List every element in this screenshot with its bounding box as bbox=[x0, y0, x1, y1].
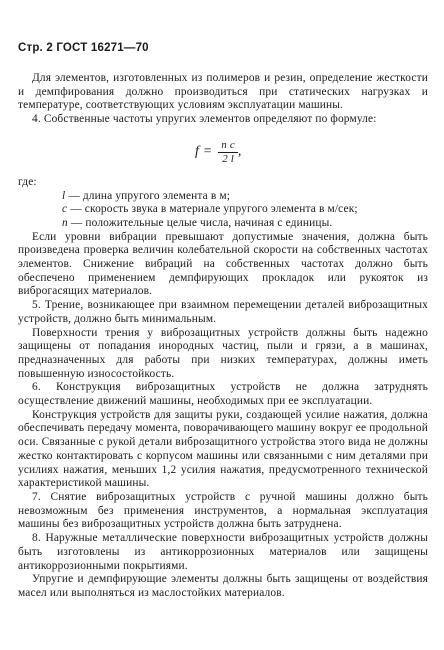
definition-l bbox=[18, 190, 428, 204]
definition-n bbox=[18, 217, 428, 231]
paragraph-item-4: 4. Собственные частоты упругих элементов определяют по формуле: bbox=[32, 113, 377, 126]
definition-text: — скорость звука в материале упругого элемента в м/сек; bbox=[67, 203, 358, 216]
definition-symbol: l bbox=[62, 189, 66, 202]
paragraph-item-8: 8. Наружные металлические поверхности виброзащитных устройств должны быть изготовлены из антикоррозионных материалов или защищены антикоррозионными покрытиями. bbox=[18, 532, 428, 572]
paragraph-friction-surfaces: Поверхности трения у виброзащитных устройств должны быть надежно защищены от попадания инородных частиц, пыли и грязи, а в машинах, предназначенных для работы при низких температурах, должны иметь повышенную износостойкость. bbox=[18, 326, 428, 380]
formula-numerator: n c bbox=[218, 139, 238, 153]
formula-fraction bbox=[218, 139, 238, 166]
paragraph-item-7: 7. Снятие виброзащитных устройств с ручной машины должно быть невозможным без применения инструментов, а нормальная эксплуатация машины без виброзащитных устройств должна быть затруднена. bbox=[18, 490, 428, 531]
document-body bbox=[18, 72, 428, 601]
definition-text: — положительные целые числа, начиная с единицы. bbox=[67, 216, 333, 229]
paragraph-item-6: 6. Конструкция виброзащитных устройств не должна затруднять осуществление движений машины, необходимых при ее эксплуатации. bbox=[18, 381, 428, 408]
paragraph-oil-protection: Упругие и демпфирующие элементы должны быть защищены от воздействия масел или выполняться из маслостойких материалов. bbox=[18, 573, 428, 599]
paragraph-hand-protection: Конструкция устройств для защиты руки, создающей усилие нажатия, должна обеспечивать передачу момента, поворачивающего машину вокруг ее продольной оси. Связанные с рукой детали виброзащитного устройства этого вида не должны жестко контактировать с корпусом машины или связанными с ним деталями при усилиях нажатия, меньших 1,2 усилия нажатия, предусмотренного технической характеристикой машины. bbox=[18, 408, 428, 490]
definition-symbol: c bbox=[62, 203, 68, 216]
formula-denominator: 2 l bbox=[222, 152, 234, 165]
formula-lhs: f = bbox=[195, 144, 213, 160]
frequency-formula bbox=[18, 139, 428, 166]
paragraph-polymers: Для элементов, изготовленных из полимеров и резин, определение жесткости и демпфирования должно производиться при статических нагрузках и температуре, соответствующих условиям эксплуатации машины. bbox=[18, 72, 428, 112]
definition-text: — длина упругого элемента в м; bbox=[65, 189, 231, 202]
definition-symbol: n bbox=[62, 216, 68, 229]
definitions-intro: где: bbox=[18, 175, 37, 188]
paragraph-item-5: 5. Трение, возникающее при взаимном перемещении деталей виброзащитных устройств, должно быть минимальным. bbox=[18, 299, 428, 325]
formula-trail: , bbox=[237, 144, 242, 160]
definition-c bbox=[18, 203, 428, 217]
page-header: Стр. 2 ГОСТ 16271—70 bbox=[18, 42, 149, 54]
paragraph-vibration-check: Если уровни вибрации превышают допустимые значения, должна быть произведена проверка величин колебательной скорости на собственных частотах элементов. Снижение вибраций на собственных частотах должно быть обеспечено применением демпфирующих прокладок или рукояток из виброгасящих материалов. bbox=[18, 230, 428, 298]
